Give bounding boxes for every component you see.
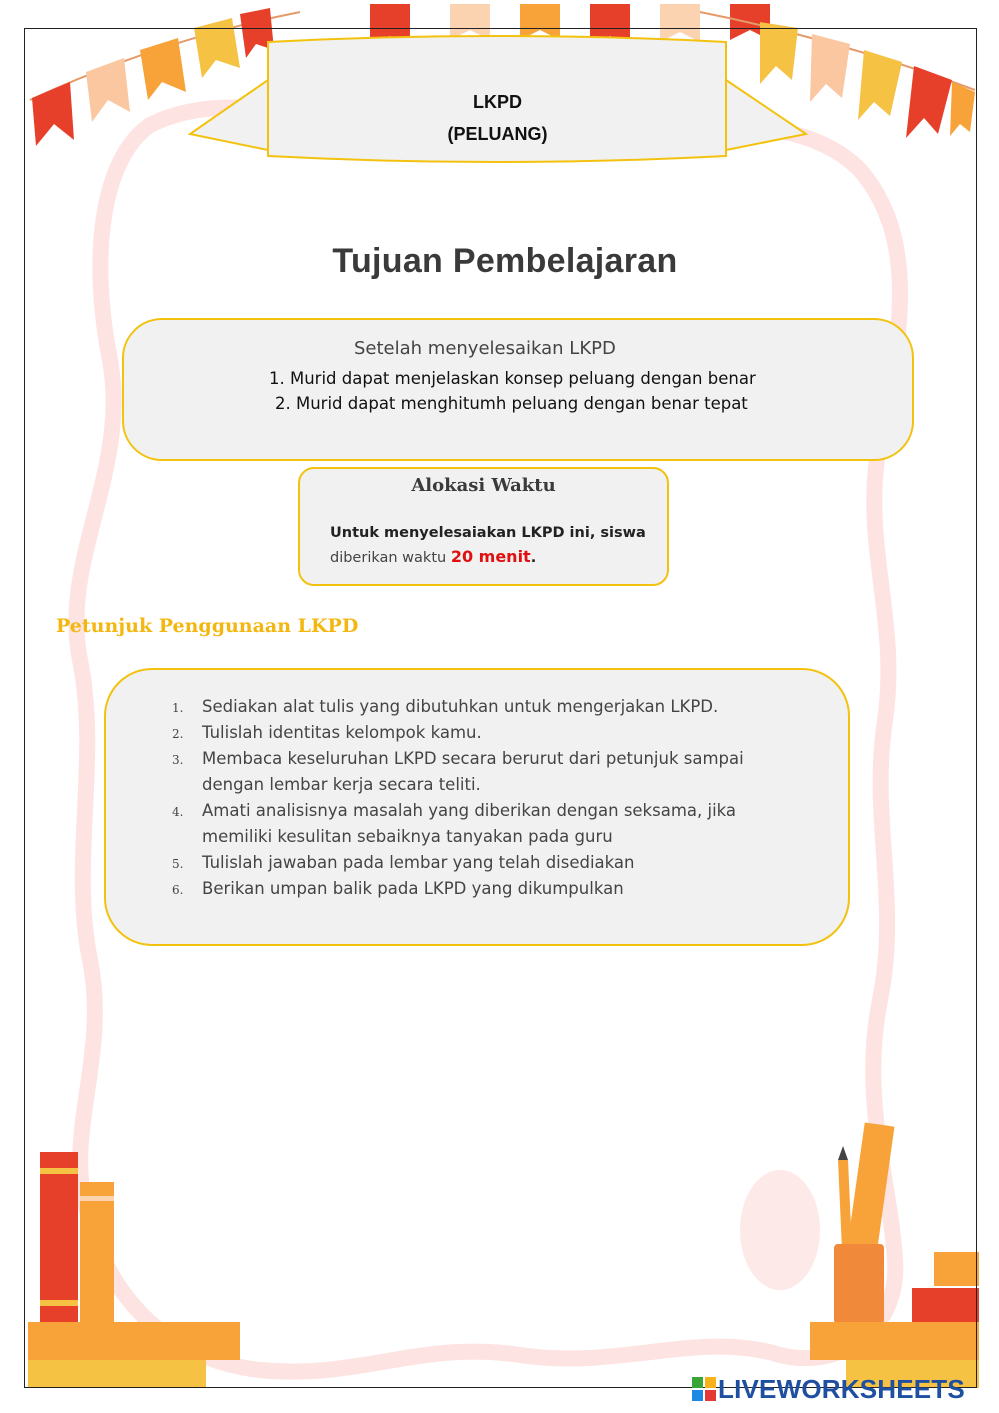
banner-title: LKPD <box>473 92 522 112</box>
time-prefix: diberikan waktu <box>330 550 451 566</box>
instructions-box <box>104 668 850 946</box>
banner-subtitle: (PELUANG) <box>447 124 548 144</box>
list-text: Tulislah identitas kelompok kamu. <box>202 723 482 742</box>
objectives-heading: Setelah menyelesaikan LKPD <box>354 338 616 359</box>
list-item: 2. Murid dapat menghitumh peluang dengan benar tepat <box>275 394 748 413</box>
instructions-heading: Petunjuk Penggunaan LKPD <box>56 615 359 637</box>
liveworksheets-watermark <box>692 1374 965 1405</box>
objectives-list <box>269 366 756 416</box>
list-text: Amati analisisnya masalah yang diberikan dengan seksama, jika memiliki kesulitan sebaiknya tanyakan pada guru <box>202 801 737 846</box>
list-number: 4. <box>172 805 184 819</box>
list-number: 1. <box>172 701 184 715</box>
list-item <box>172 798 772 850</box>
list-text: Tulislah jawaban pada lembar yang telah disediakan <box>202 853 635 872</box>
list-number: 5. <box>172 857 184 871</box>
list-item <box>172 876 772 902</box>
list-number: 6. <box>172 883 184 897</box>
list-item: 1. Murid dapat menjelaskan konsep peluang dengan benar <box>269 369 756 388</box>
time-allocation-box <box>298 467 669 586</box>
page-title: Tujuan Pembelajaran <box>332 242 678 280</box>
time-suffix: . <box>530 550 537 566</box>
watermark-text: LIVEWORKSHEETS <box>718 1374 965 1404</box>
list-text: Berikan umpan balik pada LKPD yang dikumpulkan <box>202 879 624 898</box>
liveworksheets-logo-icon <box>692 1377 716 1401</box>
list-number: 3. <box>172 753 184 767</box>
list-item <box>172 694 772 720</box>
time-allocation-text: Untuk menyelesaiakan LKPD ini, siswa <box>330 525 646 541</box>
list-item <box>172 720 772 746</box>
objectives-box <box>122 318 914 461</box>
time-allocation-title: Alokasi Waktu <box>411 475 556 496</box>
instructions-list <box>172 694 772 902</box>
time-allocation-text <box>330 547 536 566</box>
list-number: 2. <box>172 727 184 741</box>
list-text: Membaca keseluruhan LKPD secara berurut dari petunjuk sampai dengan lembar kerja secara teliti. <box>202 749 744 794</box>
list-text: Sediakan alat tulis yang dibutuhkan untuk mengerjakan LKPD. <box>202 697 719 716</box>
list-item <box>172 746 772 798</box>
list-item <box>172 850 772 876</box>
duration-highlight: 20 menit <box>450 547 531 566</box>
